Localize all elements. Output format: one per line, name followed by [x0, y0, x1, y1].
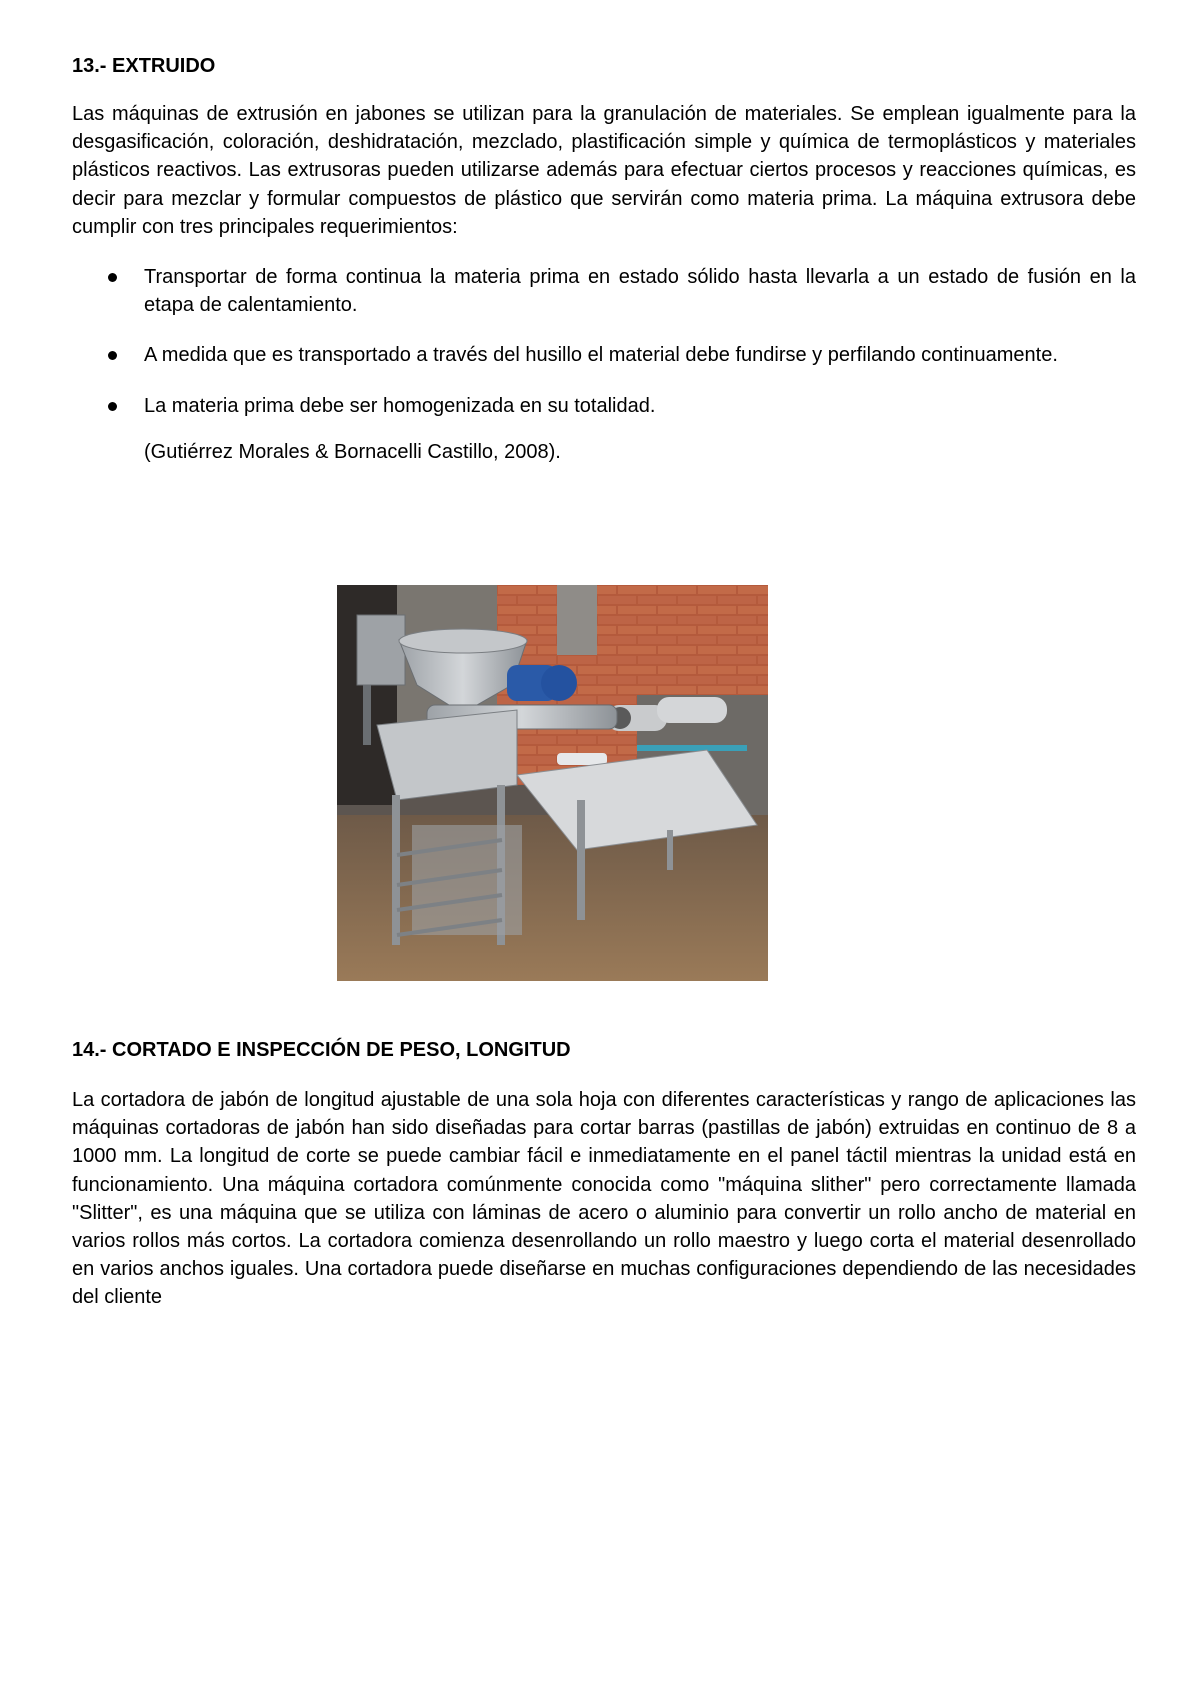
section-14 [72, 1036, 1136, 1312]
list-item-text: La materia prima debe ser homogenizada en su totalidad. [144, 394, 656, 417]
list-item-text: A medida que es transportado a través del husillo el material debe fundirse y perfilando continuamente. [144, 344, 1058, 367]
section-13-heading: 13.- EXTRUIDO [72, 55, 216, 77]
list-item-text: Transportar de forma continua la materia prima en estado sólido hasta llevarla a un estado de fusión en la etapa de calentamiento. [144, 266, 1136, 317]
list-item [72, 263, 1136, 319]
bullet-icon [108, 351, 117, 360]
list-item [72, 392, 1136, 420]
document-page [72, 52, 1136, 466]
bullet-icon [108, 402, 117, 411]
requirements-list [72, 263, 1136, 420]
list-item [72, 341, 1136, 369]
section-13-paragraph: Las máquinas de extrusión en jabones se utilizan para la granulación de materiales. Se emplean igualmente para la desgasificación, coloración, deshidratación, mezclado, plastificación simple y química de termoplásticos y materiales plásticos reactivos. Las extrusoras pueden utilizarse además para efectuar ciertos procesos y reacciones químicas, es decir para mezclar y formular compuestos de plástico que servirán como materia prima. La máquina extrusora debe cumplir con tres principales requerimientos: [72, 103, 1136, 238]
citation: (Gutiérrez Morales & Bornacelli Castillo, 2008). [144, 440, 561, 463]
extruder-machine-photo [337, 585, 768, 981]
section-14-heading: 14.- CORTADO E INSPECCIÓN DE PESO, LONGITUD [72, 1039, 571, 1061]
section-14-paragraph: La cortadora de jabón de longitud ajustable de una sola hoja con diferentes características y rango de aplicaciones las máquinas cortadoras de jabón han sido diseñadas para cortar barras (pastillas de jabón) extruidas en continuo de 8 a 1000 mm. La longitud de corte se puede cambiar fácil e inmediatamente en el panel táctil mientras la unidad está en funcionamiento. Una máquina cortadora comúnmente conocida como "máquina slither" pero correctamente llamada "Slitter", es una máquina que se utiliza con láminas de acero o aluminio para convertir un rollo ancho de material en varios rollos más cortos. La cortadora comienza desenrollando un rollo maestro y luego corta el material desenrollado en varios anchos iguales. Una cortadora puede diseñarse en muchas configuraciones dependiendo de las necesidades del cliente [72, 1089, 1136, 1309]
bullet-icon [108, 273, 117, 282]
